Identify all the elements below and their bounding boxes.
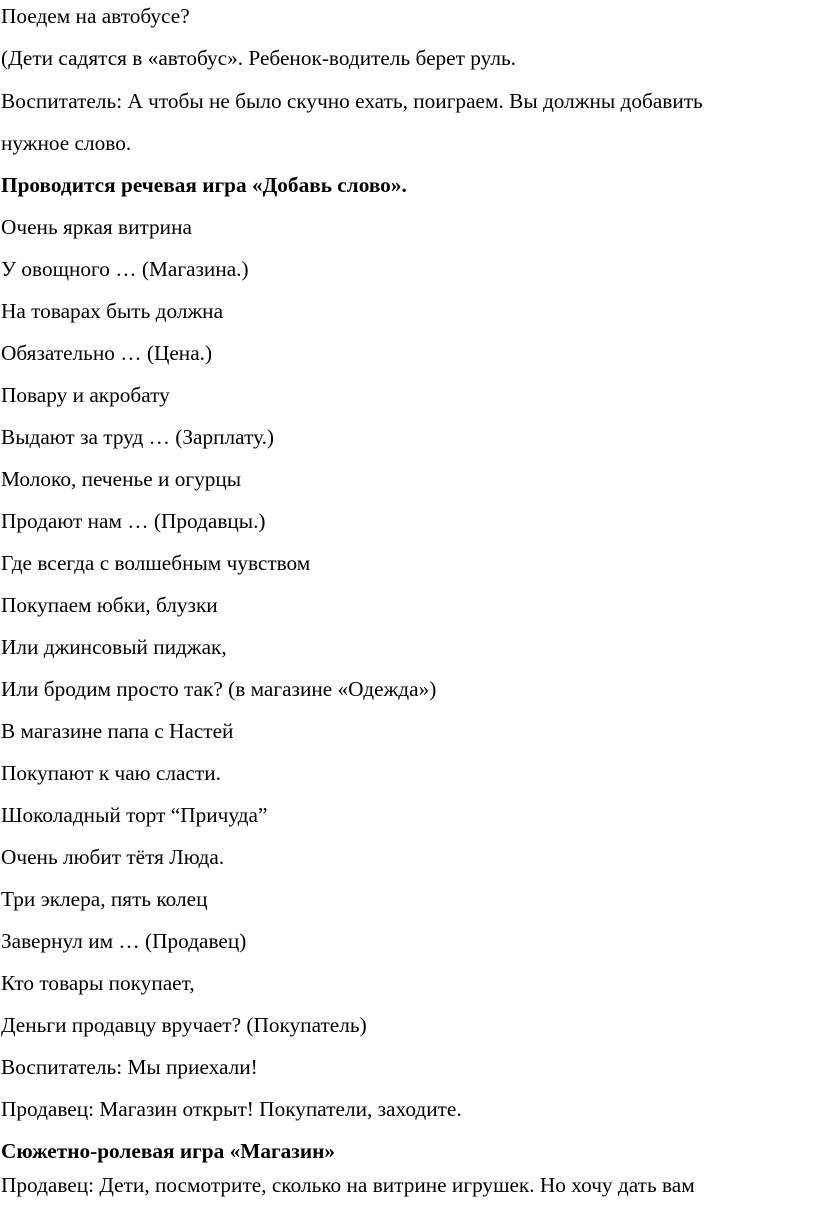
text-line: Кто товары покупает, [1, 971, 195, 995]
text-line: Очень любит тётя Люда. [1, 845, 225, 869]
text-line: Воспитатель: Мы приехали! [1, 1055, 258, 1079]
text-line: Покупают к чаю сласти. [1, 761, 221, 785]
text-line: Деньги продавцу вручает? (Покупатель) [1, 1013, 367, 1037]
text-line: Покупаем юбки, блузки [1, 593, 218, 617]
text-line: У овощного … (Магазина.) [1, 257, 249, 281]
section-heading: Сюжетно-ролевая игра «Магазин» [1, 1139, 336, 1163]
text-line: Выдают за труд … (Зарплату.) [1, 425, 275, 449]
text-line: Или джинсовый пиджак, [1, 635, 227, 659]
text-line: Поедем на автобусе? [1, 4, 190, 28]
text-line: На товарах быть должна [1, 299, 224, 323]
text-line: Или бродим просто так? (в магазине «Одежда») [1, 677, 437, 701]
section-heading: Проводится речевая игра «Добавь слово». [1, 173, 407, 197]
text-line: Три эклера, пять колец [1, 887, 208, 911]
text-line: Очень яркая витрина [1, 215, 192, 239]
text-line: Обязательно … (Цена.) [1, 341, 213, 365]
text-line: Завернул им … (Продавец) [1, 929, 247, 953]
text-line: Молоко, печенье и огурцы [1, 467, 242, 491]
text-line: Продавец: Дети, посмотрите, сколько на витрине игрушек. Но хочу дать вам [1, 1173, 695, 1197]
text-line: нужное слово. [1, 131, 132, 155]
text-line: Где всегда с волшебным чувством [1, 551, 311, 575]
text-line: (Дети садятся в «автобус». Ребенок-водитель берет руль. [1, 46, 516, 70]
text-line: В магазине папа с Настей [1, 719, 234, 743]
text-line: Шоколадный торт “Причуда” [1, 803, 268, 827]
text-line: Продавец: Магазин открыт! Покупатели, заходите. [1, 1097, 462, 1121]
text-line: Продают нам … (Продавцы.) [1, 509, 266, 533]
text-line: Воспитатель: А чтобы не было скучно ехать, поиграем. Вы должны добавить [1, 89, 703, 113]
text-line: Повару и акробату [1, 383, 170, 407]
